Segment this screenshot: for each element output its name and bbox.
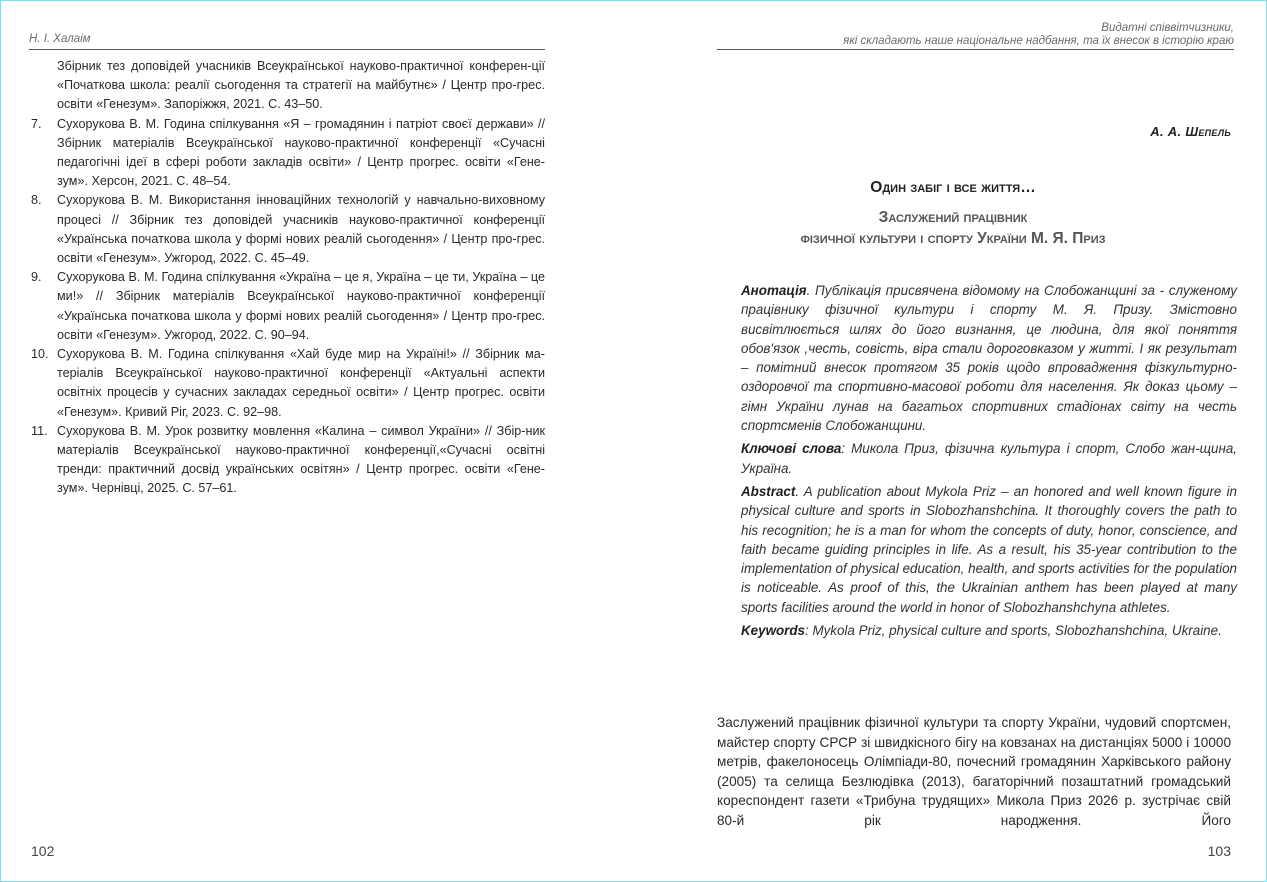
running-header-right — [714, 22, 1234, 48]
reference-number: 10. — [31, 347, 49, 362]
reference-item — [31, 268, 545, 345]
page-number-right: 103 — [1207, 843, 1231, 859]
running-header-left: Н. І. Халаім — [29, 33, 91, 45]
keywords-ua-text: : Микола Приз, фізична культура і спорт, Слобо жан-щина, Україна. — [741, 441, 1237, 476]
subtitle-line1: Заслужений працівник — [878, 209, 1028, 226]
reference-text: Збірник тез доповідей учасників Всеукраїнської науково-практичної конферен-ції «Початкова школа: реалії сьогодення та стратегії на майбутнє» / Центр про-грес. освіти «Генезум». Запоріжжя, 2021. С. 43–50. — [57, 59, 545, 112]
annotation-text: . Публікація присвячена відомому на Слобожанщині за - служеному працівнику фізичної культури і спорту М. Я. Призу. Змістовно висвітлюється шлях до його визнання, це людина, для якої поняття обов'язок ,честь, совість, віра стали дороговказом у житті. І як результат – помітний внесок протягом 35 років щодо впровадження фізкультурно-оздоровчої та спортивно-масової роботи для населення. Як доказ цьому – гімн України лунав на багатьох спортивних стадіонах світу на честь спортсменів Слобожанщини. — [741, 283, 1237, 434]
running-header-line2: які складають наше національне надбання, та їх внесок в історію краю — [843, 35, 1234, 47]
annotation-label: Анотація — [741, 283, 807, 298]
subtitle-line2: фізичної культури і спорту України М. Я. Приз — [800, 230, 1106, 247]
reference-item — [31, 345, 545, 422]
reference-text: Сухорукова В. М. Урок розвитку мовлення «Калина – символ України» // Збір-ник матеріалів Всеукраїнської науково-практичної конференції,«Сучасні освітні тренди: практичний досвід українських освітян» / Центр прогрес. освіти «Гене-зум». Чернівці, 2025. С. 57–61. — [57, 423, 545, 496]
left-page — [0, 0, 633, 882]
abstract-block — [741, 281, 1237, 644]
reference-list — [31, 57, 545, 499]
reference-item — [31, 57, 545, 115]
reference-number: 8. — [31, 193, 42, 208]
reference-number: 7. — [31, 116, 42, 131]
keywords-ua-label: Ключові слова — [741, 441, 842, 457]
keywords-ua-paragraph — [741, 439, 1237, 478]
header-rule-left — [29, 49, 545, 50]
keywords-en-label: Keywords — [741, 623, 805, 639]
reference-number: 9. — [31, 270, 42, 285]
reference-text: Сухорукова В. М. Використання інноваційних технологій у навчально-виховному процесі // Збірник тез доповідей учасників науково-практичної конференції «Українська початкова школа у формі нових реалій сьогодення» / Центр про-грес. освіти «Генезум». Ужгород, 2022. С. 45–49. — [57, 193, 545, 266]
running-header-line1: Видатні співвітчизники, — [1101, 22, 1234, 34]
keywords-en-text: : Mykola Priz, physical culture and sports, Slobozhanshchina, Ukraine. — [805, 623, 1222, 639]
reference-number: 11. — [31, 423, 48, 438]
page-number-left: 102 — [31, 843, 55, 859]
annotation-paragraph — [741, 281, 1237, 435]
reference-text: Сухорукова В. М. Година спілкування «Я – громадянин і патріот своєї держави» // Збірник матеріалів Всеукраїнської науково-практичної конференції «Сучасні педагогічні ідеї в сфері роботи закладів освіти» / Центр прогрес. освіти «Гене-зум». Херсон, 2021. С. 48–54. — [57, 116, 545, 189]
reference-item — [31, 422, 545, 499]
abstract-en-label: Abstract — [741, 483, 796, 499]
article-author: А. А. Шепель — [1150, 124, 1231, 139]
reference-item — [31, 115, 545, 192]
article-subtitle — [673, 207, 1233, 249]
right-page — [633, 0, 1267, 882]
reference-text: Сухорукова В. М. Година спілкування «Хай буде мир на Україні!» // Збірник ма-теріалів Всеукраїнської науково-практичної конференції «Актуальні аспекти освітніх процесів у сучасних закладах середньої освіти» / Центр прогрес. освіти «Генезум». Кривий Ріг, 2023. С. 92–98. — [57, 347, 545, 419]
reference-text: Сухорукова В. М. Година спілкування «Україна – це я, Україна – це ти, Україна – це ми!» // Збірник матеріалів Всеукраїнської науково-практичної конференції «Українська початкова школа у формі нових реалій сьогодення» / Центр про-грес. освіти «Генезум». Ужгород, 2022. С. 90–94. — [57, 270, 545, 342]
abstract-en-text: . A publication about Mykola Priz – an honored and well known figure in physical culture and sports in Slobozhanshchina. It thoroughly covers the path to his recognition; he is a man for whom the concepts of duty, honor, conscience, and faith became guiding principles in life. As a result, his 35-year contribution to the implementation of physical education, health, and sports activities for the population is noticeable. As proof of this, the Ukrainian anthem has been played at many sports facilities around the world in honor of Slobozhanshchyna athletes. — [741, 483, 1237, 615]
reference-item — [31, 191, 545, 268]
abstract-en-paragraph — [741, 482, 1237, 617]
header-rule-right — [717, 49, 1234, 50]
keywords-en-paragraph — [741, 621, 1237, 640]
article-body-paragraph: Заслужений працівник фізичної культури та спорту України, чудовий спортсмен, майстер спорту СРСР зі швидкісного бігу на ковзанах на дистанціях 5000 і 10000 метрів, факелоносець Олімпіади-80, почесний громадянин Харківського району (2005) та селища Безлюдівка (2013), багаторічний позаштатний громадський кореспондент газети «Трибуна трудящих» Микола Приз 2026 р. зустрічає свій 80-й рік народження. Його — [717, 715, 1231, 828]
article-title: Один забіг і все життя… — [870, 179, 1036, 196]
